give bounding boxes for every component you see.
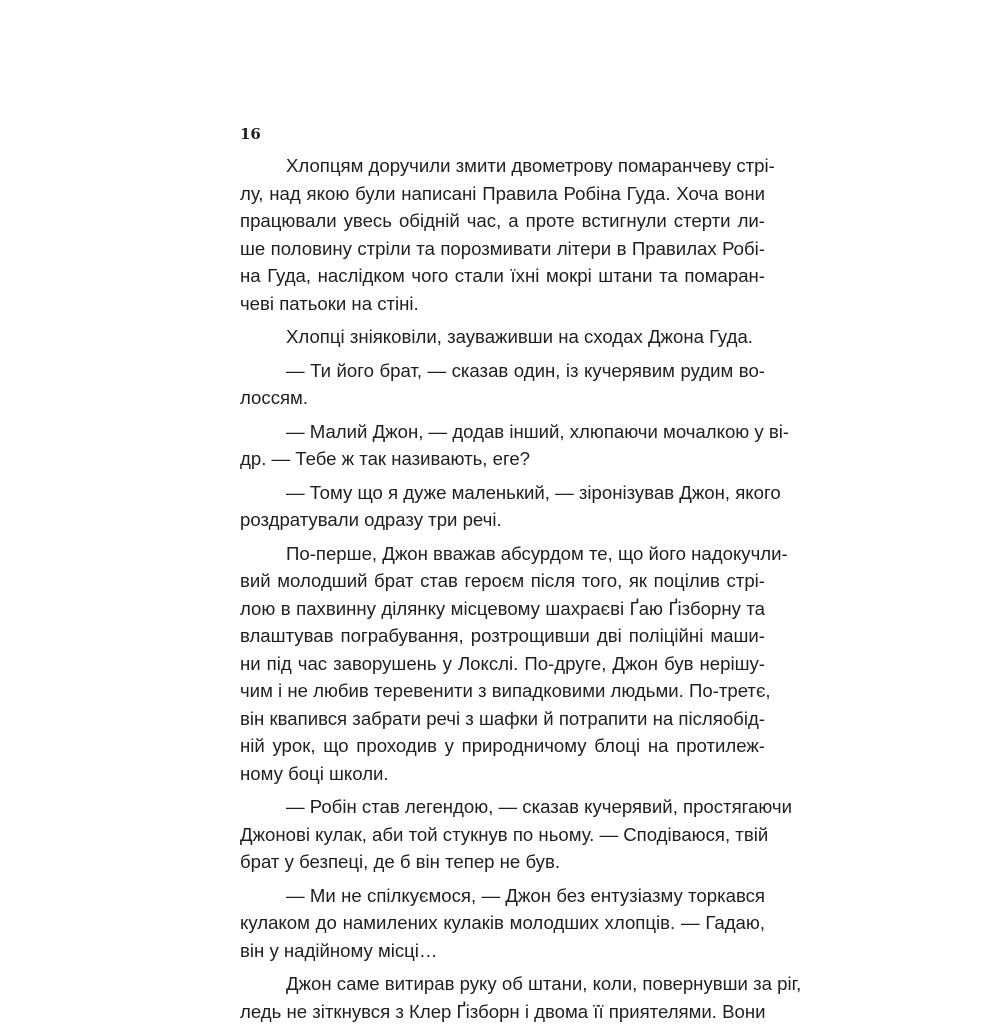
text-line: — Тому що я дуже маленький, — зіронізував Джон, якого [240,479,765,507]
paragraph [240,323,765,351]
text-line: він у надійному місці… [240,937,765,965]
text-line: ше половину стріли та порозмивати літери в Правилах Робі- [240,235,765,263]
text-line: Хлопцям доручили змити двометрову помаранчеву стрі- [240,152,765,180]
text-line: Джонові кулак, аби той стукнув по ньому. — Сподіваюся, твій [240,821,765,849]
paragraph [240,540,765,788]
text-line: Хлопці зніяковіли, зауваживши на сходах Джона Гуда. [240,323,765,351]
text-line: ній урок, що проходив у природничому блоці на протилеж- [240,732,765,760]
text-line: — Робін став легендою, — сказав кучерявий, простягаючи [240,793,765,821]
text-line: др. — Тебе ж так називають, еге? [240,445,765,473]
text-line: чим і не любив теревенити з випадковими людьми. По-третє, [240,677,765,705]
text-line: лу, над якою були написані Правила Робіна Гуда. Хоча вони [240,180,765,208]
paragraph [240,418,765,473]
paragraph [240,793,765,876]
paragraph [240,882,765,965]
text-line: ледь не зіткнувся з Клер Ґізборн і двома її приятелями. Вони [240,998,765,1025]
text-line: працювали увесь обідній час, а проте встигнули стерти ли- [240,207,765,235]
text-line: лоссям. [240,384,765,412]
page-number: 16 [240,125,261,143]
text-line: ни під час заворушень у Локслі. По-друге, Джон був нерішу- [240,650,765,678]
text-line: лою в пахвинну ділянку місцевому шахраєві Ґаю Ґізборну та [240,595,765,623]
text-line: — Ти його брат, — сказав один, із кучерявим рудим во- [240,357,765,385]
text-line: вий молодший брат став героєм після того, як поцілив стрі- [240,567,765,595]
text-line: — Малий Джон, — додав інший, хлюпаючи мочалкою у ві- [240,418,765,446]
text-line: По-перше, Джон вважав абсурдом те, що його надокучли- [240,540,765,568]
text-line: він квапився забрати речі з шафки й потрапити на післяобід- [240,705,765,733]
paragraph [240,357,765,412]
text-line: влаштував пограбування, розтрощивши дві поліційні маши- [240,622,765,650]
text-line: ному боці школи. [240,760,765,788]
body-text [240,152,765,1025]
paragraph [240,479,765,534]
paragraph [240,970,765,1025]
text-line: на Гуда, наслідком чого стали їхні мокрі штани та помаран- [240,262,765,290]
text-line: роздратували одразу три речі. [240,506,765,534]
text-line: — Ми не спілкуємося, — Джон без ентузіазму торкався [240,882,765,910]
text-line: чеві патьоки на стіні. [240,290,765,318]
paragraph [240,152,765,317]
text-line: Джон саме витирав руку об штани, коли, повернувши за ріг, [240,970,765,998]
text-line: кулаком до намилених кулаків молодших хлопців. — Гадаю, [240,909,765,937]
text-line: брат у безпеці, де б він тепер не був. [240,848,765,876]
